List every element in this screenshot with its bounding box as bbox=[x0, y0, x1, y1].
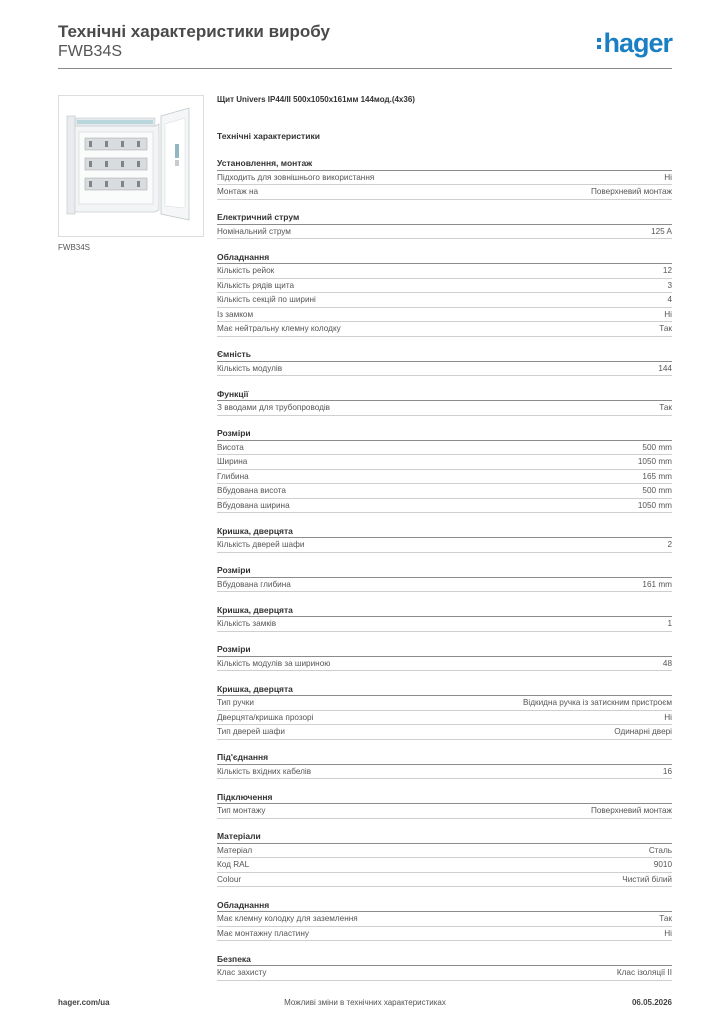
spec-row bbox=[217, 322, 672, 337]
spec-group-title: Обладнання bbox=[217, 897, 672, 913]
spec-row bbox=[217, 765, 672, 780]
spec-label: Кількість модулів за шириною bbox=[217, 658, 331, 668]
spec-value: 48 bbox=[662, 658, 672, 668]
spec-row bbox=[217, 499, 672, 514]
spec-label: Дверцята/кришка прозорі bbox=[217, 712, 314, 722]
specs-title: Технічні характеристики bbox=[217, 131, 320, 141]
spec-row bbox=[217, 804, 672, 819]
spec-row bbox=[217, 657, 672, 672]
spec-value: Чистий білий bbox=[622, 874, 672, 884]
spec-label: Висота bbox=[217, 442, 244, 452]
product-image bbox=[58, 95, 204, 237]
spec-row bbox=[217, 966, 672, 981]
spec-label: Монтаж на bbox=[217, 187, 259, 196]
spec-label: Має клемну колодку для заземлення bbox=[217, 914, 358, 923]
spec-value: 9010 bbox=[653, 860, 672, 869]
spec-value: 1050 mm bbox=[637, 500, 672, 510]
spec-group-title: Електричний струм bbox=[217, 209, 672, 225]
spec-row bbox=[217, 225, 672, 240]
spec-value: Ні bbox=[664, 172, 672, 182]
spec-row bbox=[217, 279, 672, 294]
spec-label: Номінальний струм bbox=[217, 226, 291, 236]
spec-group-title: Підключення bbox=[217, 789, 672, 805]
spec-group-title: Безпека bbox=[217, 951, 672, 967]
spec-row bbox=[217, 362, 672, 377]
spec-group-title: Матеріали bbox=[217, 828, 672, 844]
spec-value: 12 bbox=[662, 266, 672, 275]
spec-row bbox=[217, 308, 672, 323]
spec-value: Поверхневий монтаж bbox=[590, 187, 672, 196]
spec-row bbox=[217, 725, 672, 740]
spec-value: 4 bbox=[667, 295, 672, 304]
spec-value: Так bbox=[659, 914, 672, 923]
spec-value: 500 mm bbox=[642, 442, 672, 452]
spec-row bbox=[217, 617, 672, 632]
distribution-board-icon bbox=[59, 96, 203, 236]
logo-dots-icon bbox=[597, 38, 601, 49]
spec-value: Так bbox=[659, 324, 672, 333]
spec-row bbox=[217, 844, 672, 859]
spec-label: Тип дверей шафи bbox=[217, 727, 285, 736]
spec-label: Вбудована ширина bbox=[217, 500, 290, 510]
spec-value: 165 mm bbox=[642, 471, 672, 481]
spec-value: Клас ізоляції II bbox=[616, 968, 672, 977]
spec-row bbox=[217, 293, 672, 308]
spec-value: 500 mm bbox=[642, 486, 672, 495]
spec-row bbox=[217, 185, 672, 200]
specifications-table bbox=[217, 94, 672, 981]
product-code: FWB34S bbox=[58, 43, 123, 60]
spec-row bbox=[217, 927, 672, 942]
spec-label: Підходить для зовнішнього використання bbox=[217, 172, 375, 182]
spec-label: Глибина bbox=[217, 471, 249, 481]
page-header bbox=[58, 22, 330, 62]
spec-row bbox=[217, 264, 672, 279]
spec-group-title: Кришка, дверцята bbox=[217, 602, 672, 618]
spec-label: Кількість дверей шафи bbox=[217, 540, 305, 549]
spec-row bbox=[217, 578, 672, 593]
spec-value: Сталь bbox=[648, 845, 672, 855]
spec-label: Кількість рейок bbox=[217, 266, 275, 275]
spec-value: Відкидна ручка із затискним пристроєм bbox=[522, 698, 672, 707]
header-divider bbox=[58, 68, 672, 69]
spec-label: Colour bbox=[217, 874, 242, 884]
image-caption: FWB34S bbox=[58, 243, 91, 252]
spec-group-title: Розміри bbox=[217, 562, 672, 578]
footer-disclaimer: Можливі зміни в технічних характеристиках bbox=[284, 998, 446, 1007]
spec-row bbox=[217, 171, 672, 186]
spec-value: Одинарні двері bbox=[614, 727, 672, 736]
spec-label: Із замком bbox=[217, 309, 254, 319]
spec-row bbox=[217, 873, 672, 888]
hager-logo bbox=[597, 28, 672, 58]
spec-label: Кількість модулів bbox=[217, 363, 283, 373]
spec-group-title: Обладнання bbox=[217, 249, 672, 265]
spec-value: Ні bbox=[664, 712, 672, 722]
spec-label: Вбудована висота bbox=[217, 486, 286, 495]
spec-value: 2 bbox=[667, 540, 672, 549]
page-title: Технічні характеристики виробу bbox=[58, 22, 330, 41]
spec-row bbox=[217, 455, 672, 470]
spec-group-title: Розміри bbox=[217, 641, 672, 657]
spec-value: 161 mm bbox=[642, 579, 672, 589]
product-name: Щит Univers IP44/II 500x1050x161мм 144мод.(4x36) bbox=[217, 95, 415, 104]
spec-label: Кількість секцій по ширині bbox=[217, 295, 316, 304]
spec-value: 1050 mm bbox=[637, 457, 672, 466]
spec-row bbox=[217, 441, 672, 456]
spec-value: 3 bbox=[667, 280, 672, 290]
spec-label: З вводами для трубопроводів bbox=[217, 403, 331, 412]
spec-row bbox=[217, 696, 672, 711]
spec-label: Матеріал bbox=[217, 845, 253, 855]
spec-label: Ширина bbox=[217, 457, 248, 466]
footer-date: 06.05.2026 bbox=[631, 998, 672, 1007]
spec-label: Має нейтральну клемну колодку bbox=[217, 324, 341, 333]
spec-value: Так bbox=[659, 403, 672, 412]
spec-value: 1 bbox=[667, 619, 672, 628]
spec-row bbox=[217, 711, 672, 726]
spec-row bbox=[217, 912, 672, 927]
footer-website[interactable]: hager.com/ua bbox=[58, 998, 110, 1007]
spec-groups bbox=[217, 155, 672, 981]
spec-label: Тип монтажу bbox=[217, 806, 266, 815]
spec-group-title: Під'єднання bbox=[217, 749, 672, 765]
spec-label: Тип ручки bbox=[217, 698, 254, 707]
spec-value: 144 bbox=[658, 363, 672, 373]
spec-row bbox=[217, 401, 672, 416]
spec-group-title: Функції bbox=[217, 386, 672, 402]
spec-label: Кількість вхідних кабелів bbox=[217, 766, 312, 776]
spec-row bbox=[217, 484, 672, 499]
spec-label: Код RAL bbox=[217, 860, 250, 869]
spec-label: Клас захисту bbox=[217, 968, 267, 977]
spec-label: Кількість замків bbox=[217, 619, 277, 628]
logo-text: hager bbox=[603, 28, 672, 58]
spec-value: Поверхневий монтаж bbox=[590, 806, 672, 815]
spec-group-title: Розміри bbox=[217, 425, 672, 441]
spec-row bbox=[217, 470, 672, 485]
spec-value: Ні bbox=[664, 928, 672, 938]
spec-group-title: Установлення, монтаж bbox=[217, 155, 672, 171]
spec-group-title: Кришка, дверцята bbox=[217, 681, 672, 697]
spec-value: 16 bbox=[662, 766, 672, 776]
spec-row bbox=[217, 538, 672, 553]
spec-label: Вбудована глибина bbox=[217, 579, 291, 589]
spec-row bbox=[217, 858, 672, 873]
spec-group-title: Кришка, дверцята bbox=[217, 523, 672, 539]
spec-label: Має монтажну пластину bbox=[217, 928, 309, 938]
spec-value: 125 A bbox=[651, 226, 672, 236]
spec-value: Ні bbox=[664, 309, 672, 319]
spec-label: Кількість рядів щита bbox=[217, 280, 295, 290]
spec-group-title: Ємність bbox=[217, 346, 672, 362]
